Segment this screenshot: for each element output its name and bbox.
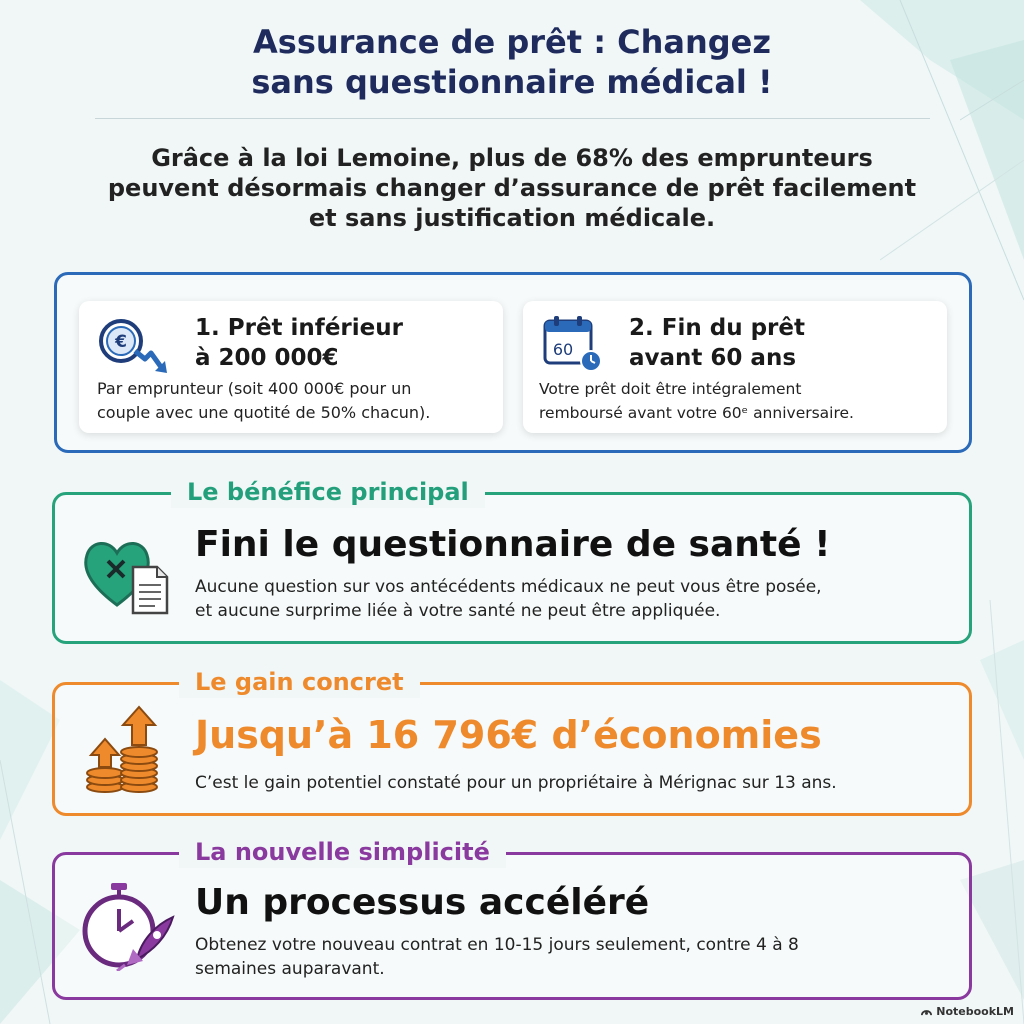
intro-text [40, 143, 984, 233]
condition-desc-line: remboursé avant votre 60ᵉ anniversaire. [539, 404, 854, 422]
title-divider [95, 118, 930, 119]
condition-title [629, 313, 805, 373]
condition-title-line: 2. Fin du prêt [629, 315, 805, 341]
condition-desc-line: Par emprunteur (soit 400 000€ pour un [97, 379, 412, 398]
section-text-line: et aucune surprime liée à votre santé ne peut être appliquée. [195, 601, 721, 621]
coins-arrows-icon [77, 705, 177, 795]
section-text [195, 933, 799, 981]
section-text [195, 575, 822, 623]
intro-line-1: Grâce à la loi Lemoine, plus de 68% des emprunteurs [151, 144, 873, 172]
section-label: Le bénéfice principal [171, 476, 485, 508]
condition-desc-line: Votre prêt doit être intégralement [539, 380, 802, 398]
condition-desc-line: couple avec une quotité de 50% chacun). [97, 403, 431, 422]
section-gain [52, 668, 972, 816]
calendar-clock-icon [541, 313, 605, 373]
brand-name: NotebookLM [936, 1005, 1014, 1018]
conditions-box [54, 272, 972, 453]
euro-down-icon [95, 313, 171, 379]
heart-document-icon [77, 527, 177, 617]
section-headline: Fini le questionnaire de santé ! [195, 524, 831, 565]
section-text-line: Obtenez votre nouveau contrat en 10-15 jours seulement, contre 4 à 8 [195, 935, 799, 955]
section-benefit [52, 478, 972, 644]
title-line-2: sans questionnaire médical ! [251, 63, 773, 101]
condition-card-loan-end [523, 301, 947, 433]
section-headline: Jusqu’à 16 796€ d’économies [195, 713, 822, 757]
stopwatch-rocket-icon [77, 881, 177, 971]
title-line-1: Assurance de prêt : Changez [253, 23, 771, 61]
section-label: La nouvelle simplicité [179, 836, 506, 868]
section-text-line: Aucune question sur vos antécédents médicaux ne peut vous être posée, [195, 577, 822, 597]
condition-title-line: avant 60 ans [629, 345, 797, 371]
calendar-number: 60 [552, 340, 574, 359]
condition-title-line: 1. Prêt inférieur [195, 315, 403, 341]
intro-line-3: et sans justification médicale. [308, 204, 716, 232]
brand-watermark [921, 1005, 1014, 1018]
svg-text:€: € [115, 332, 127, 352]
section-text-line: semaines auparavant. [195, 959, 385, 979]
section-label: Le gain concret [179, 666, 420, 698]
condition-title [195, 313, 403, 373]
section-text [195, 771, 837, 795]
page-title [0, 22, 1024, 102]
condition-title-line: à 200 000€ [195, 345, 339, 371]
section-simplicity [52, 838, 972, 1000]
condition-description [539, 377, 939, 425]
intro-line-2: peuvent désormais changer d’assurance de prêt facilement [107, 174, 917, 202]
section-text-line: C’est le gain potentiel constaté pour un propriétaire à Mérignac sur 13 ans. [195, 773, 837, 793]
notebooklm-logo-icon [921, 1006, 932, 1017]
section-headline: Un processus accéléré [195, 882, 650, 923]
condition-card-loan-amount [79, 301, 503, 433]
condition-description [97, 377, 497, 425]
